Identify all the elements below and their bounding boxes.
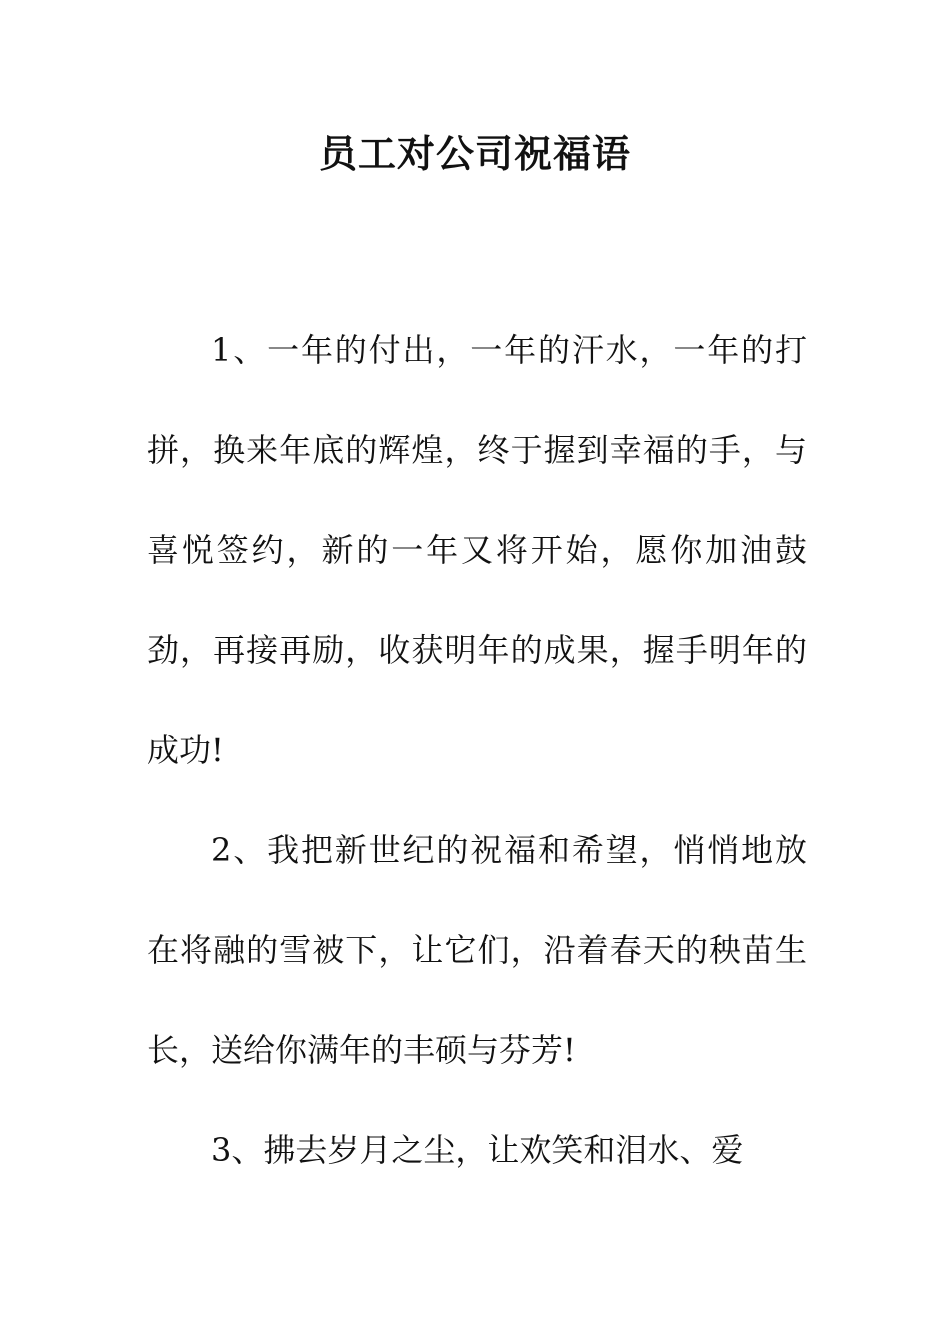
paragraph-2: 2、我把新世纪的祝福和希望，悄悄地放在将融的雪被下，让它们，沿着春天的秧苗生长，送给你满年的丰硕与芬芳!: [147, 831, 807, 1069]
document-body: [147, 300, 807, 1200]
document-title: 员工对公司祝福语: [318, 131, 631, 176]
paragraph-3: 3、拂去岁月之尘，让欢笑和泪水、爱: [211, 1131, 744, 1169]
paragraph-1: 1、一年的付出，一年的汗水，一年的打拼，换来年底的辉煌，终于握到幸福的手，与喜悦签约，新的一年又将开始，愿你加油鼓劲，再接再励，收获明年的成果，握手明年的成功!: [147, 331, 807, 769]
